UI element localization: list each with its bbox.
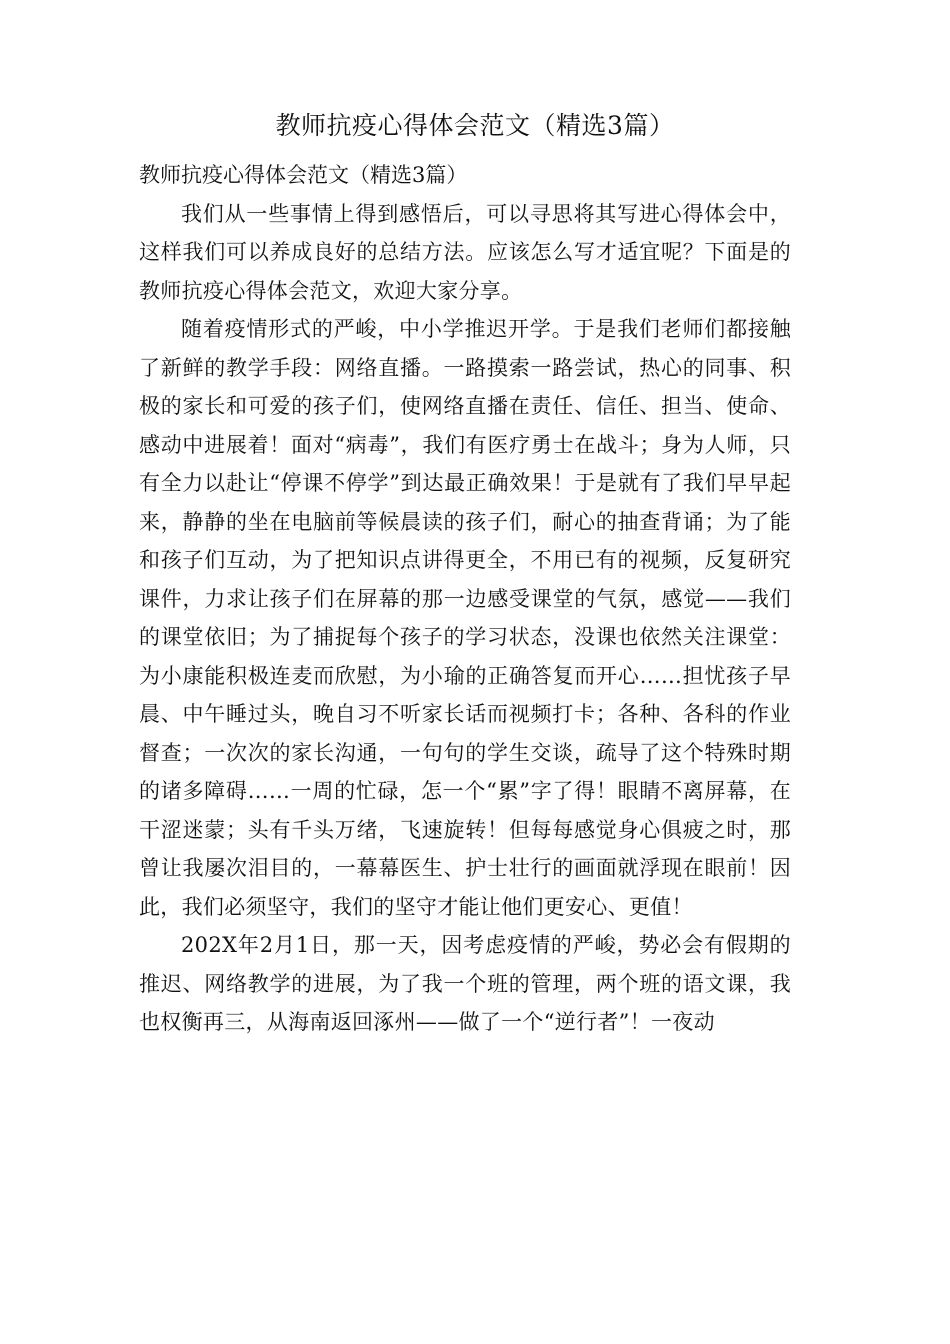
paragraph-intro: 我们从一些事情上得到感悟后，可以寻思将其写进心得体会中，这样我们可以养成良好的总结方法。应该怎么写才适宜呢？下面是的教师抗疫心得体会范文，欢迎大家分享。 <box>139 201 791 303</box>
paragraph-online-teaching: 随着疫情形式的严峻，中小学推迟开学。于是我们老师们都接触了新鲜的教学手段：网络直播。一路摸索一路尝试，热心的同事、积极的家长和可爱的孩子们，使网络直播在责任、信任、担当、使命、感动中进展着！面对“病毒”，我们有医疗勇士在战斗；身为人师，只有全力以赴让“停课不停学”到达最正确效果！于是就有了我们早早起来，静静的坐在电脑前等候晨读的孩子们，耐心的抽查背诵；为了能和孩子们互动，为了把知识点讲得更全，不用已有的视频，反复研究课件，力求让孩子们在屏幕的那一边感受课堂的气氛，感觉——我们的课堂依旧；为了捕捉每个孩子的学习状态，没课也依然关注课堂：为小康能积极连麦而欣慰，为小瑜的正确答复而开心……担忧孩子早晨、中午睡过头，晚自习不听家长话而视频打卡；各种、各科的作业督查；一次次的家长沟通，一句句的学生交谈，疏导了这个特殊时期的诸多障碍……一周的忙碌，怎一个“累”字了得！眼睛不离屏幕，在干涩迷蒙；头有千头万绪，飞速旋转！但每每感觉身心俱疲之时，那曾让我屡次泪目的，一幕幕医生、护士壮行的画面就浮现在眼前！因此，我们必须坚守，我们的坚守才能让他们更安心、更值！ <box>139 317 791 919</box>
document-title: 教师抗疫心得体会范文（精选3篇） <box>275 111 675 140</box>
document-subtitle: 教师抗疫心得体会范文（精选3篇） <box>139 163 468 187</box>
document-body <box>139 156 791 1042</box>
paragraph-return-journey: 202X年2月1日，那一天，因考虑疫情的严峻，势必会有假期的推迟、网络教学的进展，为了我一个班的管理，两个班的语文课，我也权衡再三，从海南返回涿州——做了一个“逆行者”！一夜动 <box>139 933 791 1034</box>
